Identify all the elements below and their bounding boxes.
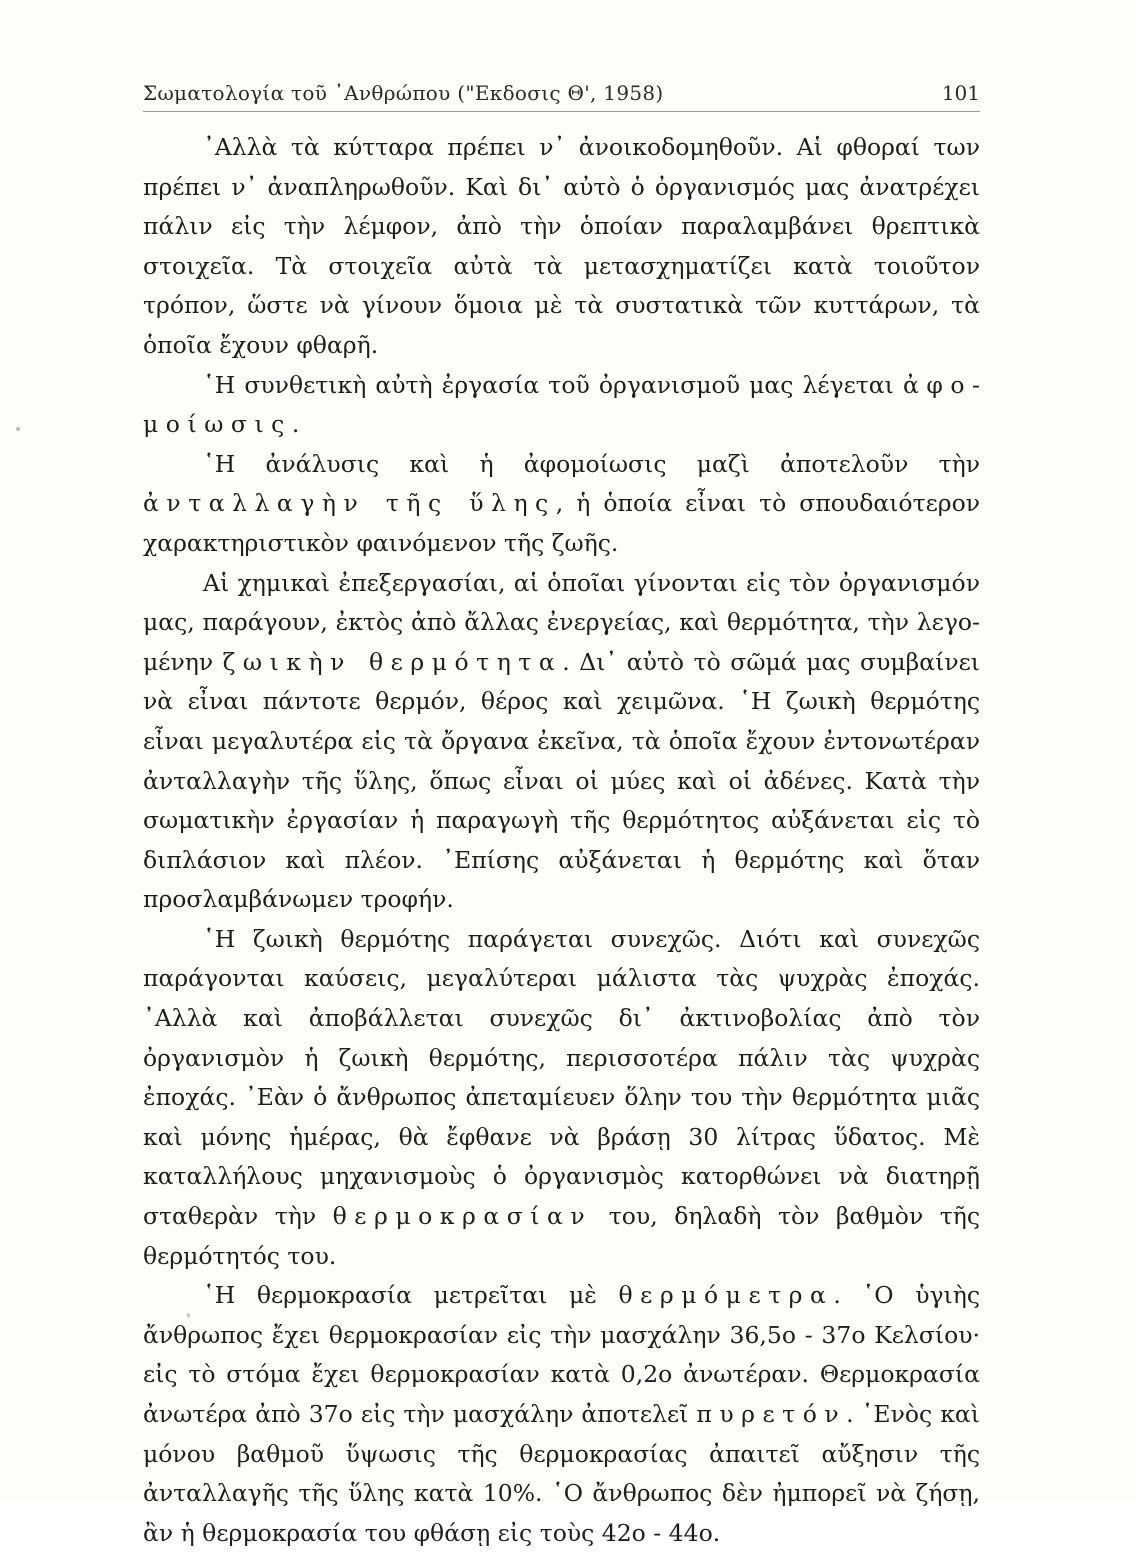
paragraph (143, 128, 980, 366)
paragraph (143, 920, 980, 1276)
header-rule (143, 111, 980, 112)
spaced-term: πυρετόν (696, 1400, 847, 1428)
paragraph (143, 366, 980, 445)
text-segment: Αἱ χημικαὶ ἐπεξεργασίαι, αἱ ὁποῖαι γίνονται εἰς τὸν ὀργανισμόν μας, παράγουν, ἐκτὸς ἀπὸ ἄλλας ἐνεργείας, καὶ θερμότητα, τὴν λεγομένην (143, 568, 980, 676)
body-text (143, 128, 980, 1553)
text-segment: ῾Η ἀνάλυσις καὶ ἡ ἀφομοίωσις μαζὶ ἀποτελοῦν τὴν (203, 449, 980, 478)
paragraph (143, 1276, 980, 1553)
text-segment: ῾Η θερμοκρασία μετρεῖται μὲ (203, 1281, 619, 1310)
spaced-term: ἀφομοίωσις (143, 370, 980, 439)
text-segment: . Δι᾿ αὐτὸ τὸ σῶμά μας συμβαίνει νὰ εἶναι πάντοτε θερμόν, θέρος καὶ χειμῶνα. ῾Η ζωικὴ θερμότης εἶναι μεγαλυτέρα εἰς τὰ ὄργανα ἐκεῖνα, τὰ ὁποῖα ἔχουν ἐντονωτέραν ἀνταλλαγὴν τῆς ὕλης, ὅπως εἶναι οἱ μύες καὶ οἱ ἀδένες. Κατὰ τὴν σωματικὴν ἐργασίαν ἡ παραγωγὴ τῆς θερμότητος αὐξάνεται εἰς τὸ διπλάσιον καὶ πλέον. ᾿Επίσης αὐξάνεται ἡ θερμότης καὶ ὅταν προσλαμβάνωμεν τροφήν. (143, 647, 980, 914)
scan-speck (16, 427, 20, 431)
paragraph (143, 564, 980, 920)
text-segment: , ἡ ὁποία εἶναι τὸ σπουδαιότερον χαρακτηριστικὸν φαινόμενον τῆς ζωῆς. (143, 489, 981, 557)
spaced-term: ζωικὴν θερμότητα (222, 647, 563, 676)
running-title: Σωματολογία τοῦ ᾿Ανθρώπου ("Εκδοσις Θ', 1958) (143, 81, 664, 105)
text-segment: . ῾Ο ὑγιὴς ἄνθρωπος ἔχει θερμοκρασίαν εἰς τὴν μασχάλην 36,5ο - 37ο Κελσίου· εἰς τὸ στόμα ἔχει θερμοκρασίαν κατὰ 0,2ο ἀνωτέραν. Θερμοκρασία ἀνωτέρα ἀπὸ 37ο εἰς τὴν μασχάλην ἀποτελεῖ (143, 1281, 980, 1428)
text-segment: ῾Η συνθετικὴ αὐτὴ ἐργασία τοῦ ὀργανισμοῦ μας λέγεται (203, 370, 903, 399)
spaced-term: ἀνταλλαγὴν τῆς ὕλης (143, 489, 556, 518)
scan-speck (187, 1313, 190, 1318)
text-segment: . (291, 410, 300, 439)
text-segment: του, δηλαδὴ τὸν βαθμὸν τῆς θερμότητός του. (143, 1202, 980, 1270)
running-header (143, 78, 980, 110)
text-segment: ᾿Αλλὰ τὰ κύτταρα πρέπει ν᾿ ἀνοικοδομηθοῦν. Αἱ φθοραί των πρέπει ν᾿ ἀναπληρωθοῦν. Καὶ δι᾿ αὐτὸ ὁ ὀργανισμός μας ἀνατρέχει πάλιν εἰς τὴν λέμφον, ἀπὸ τὴν ὁποίαν παραλαμβάνει θρεπτικὰ στοιχεῖα. Τὰ στοιχεῖα αὐτὰ τὰ μετασχηματίζει κατὰ τοιοῦτον τρόπον, ὥστε νὰ γίνουν ὅμοια μὲ τὰ συστατικὰ τῶν κυττάρων, τὰ ὁποῖα ἔχουν φθαρῆ. (143, 133, 980, 359)
paragraph (143, 445, 980, 564)
spaced-term: θερμοκρασίαν (332, 1202, 593, 1231)
text-segment: . ῾Ενὸς καὶ μόνου βαθμοῦ ὕψωσις τῆς θερμοκρασίας ἀπαιτεῖ αὔξησιν τῆς ἀνταλλαγῆς τῆς ὕλης κατὰ 10%. ῾Ο ἄνθρωπος δὲν ἠμπορεῖ νὰ ζήσῃ, ἂν ἡ θερμοκρασία του φθάσῃ εἰς τοὺς 42ο - 44ο. (143, 1400, 980, 1547)
text-segment: ῾Η ζωικὴ θερμότης παράγεται συνεχῶς. Διότι καὶ συνεχῶς παράγονται καύσεις, μεγαλύτεραι μάλιστα τὰς ψυχρὰς ἐποχάς. ᾿Αλλὰ καὶ ἀποβάλλεται συνεχῶς δι᾿ ἀκτινοβολίας ἀπὸ τὸν ὀργανισμὸν ἡ ζωικὴ θερμότης, περισσοτέρα πάλιν τὰς ψυχρὰς ἐποχάς. ᾿Εὰν ὁ ἄνθρωπος ἀπεταμίευεν ὅλην του τὴν θερμότητα μιᾶς καὶ μόνης ἡμέρας, θὰ ἔφθανε νὰ βράσῃ 30 λίτρας ὕδατος. Μὲ καταλλήλους μηχανισμοὺς ὁ ὀργανισμὸς κατορθώνει νὰ διατηρῇ σταθερὰν τὴν (143, 924, 980, 1231)
spaced-term: θερμόμετρα (618, 1281, 834, 1310)
page-number: 101 (941, 81, 980, 105)
